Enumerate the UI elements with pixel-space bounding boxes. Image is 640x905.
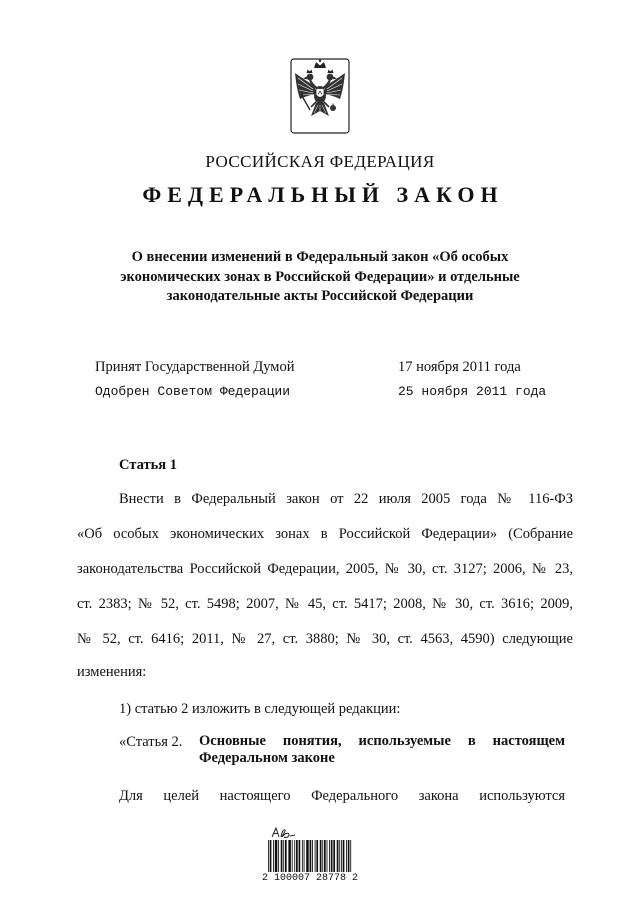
barcode-bar xyxy=(331,840,333,872)
barcode-bar xyxy=(273,840,274,872)
barcode-bar xyxy=(294,840,295,872)
barcode-bar xyxy=(337,840,339,872)
barcode-number: 2 100007 28778 2 xyxy=(261,873,358,884)
barcode-bar xyxy=(329,840,330,872)
barcode-bar xyxy=(306,840,309,872)
barcode-bar xyxy=(324,840,326,872)
barcode-bar xyxy=(278,840,279,872)
paragraph-line: Для целей настоящего Федерального закона используются xyxy=(119,788,565,804)
document-type: ФЕДЕРАЛЬНЫЙ ЗАКОН xyxy=(142,182,504,207)
barcode-icon xyxy=(268,840,352,872)
barcode-bar xyxy=(315,840,316,872)
barcode-bar xyxy=(270,840,272,872)
paragraph-line: изменения: xyxy=(77,664,147,680)
barcode-bar xyxy=(283,840,284,872)
article-2-label: «Статья 2. xyxy=(119,734,183,750)
approval-council-label: Одобрен Советом Федерации xyxy=(95,384,291,399)
law-title-line: О внесении изменений в Федеральный закон «Об особых xyxy=(131,249,509,265)
adoption-duma-label: Принят Государственной Думой xyxy=(95,359,295,375)
barcode-bar xyxy=(288,840,291,872)
barcode-bar xyxy=(310,840,312,872)
list-item: 1) статью 2 изложить в следующей редакции: xyxy=(119,701,401,717)
country-name: РОССИЙСКАЯ ФЕДЕРАЦИЯ xyxy=(205,152,435,171)
barcode-bar xyxy=(302,840,303,872)
article-1-heading: Статья 1 xyxy=(119,457,177,473)
barcode-bar xyxy=(343,840,345,872)
barcode-bar xyxy=(346,840,347,872)
barcode-bar xyxy=(268,840,269,872)
barcode-bar xyxy=(275,840,278,872)
paragraph-line: законодательства Российской Федерации, 2005, № 30, ст. 3127; 2006, № 23, xyxy=(77,561,573,577)
barcode-bar xyxy=(316,840,318,872)
article-2-heading-line: Основные понятия, используемые в настоящем xyxy=(199,733,565,749)
barcode-bar xyxy=(312,840,313,872)
approval-council-date: 25 ноября 2011 года xyxy=(398,384,547,399)
adoption-duma-date: 17 ноября 2011 года xyxy=(398,359,521,375)
barcode-bar xyxy=(299,840,301,872)
barcode-bar xyxy=(333,840,335,872)
paragraph-line: «Об особых экономических зонах в Российской Федерации» (Собрание xyxy=(77,526,573,542)
law-title-line: законодательные акты Российской Федерации xyxy=(166,288,474,304)
barcode-bar xyxy=(327,840,328,872)
barcode-bar xyxy=(304,840,305,872)
paragraph-line: Внести в Федеральный закон от 22 июля 2005 года № 116-ФЗ xyxy=(119,491,573,507)
barcode-bar xyxy=(322,840,323,872)
barcode-bar xyxy=(296,840,298,872)
barcode-bar xyxy=(285,840,287,872)
coat-of-arms-icon xyxy=(288,56,352,136)
barcode-bar xyxy=(348,840,350,872)
barcode-bar xyxy=(350,840,351,872)
barcode-bar xyxy=(292,840,293,872)
law-title-line: экономических зонах в Российской Федерации» и отдельные xyxy=(120,269,520,285)
paragraph-line: № 52, ст. 6416; 2011, № 27, ст. 3880; № 30, ст. 4563, 4590) следующие xyxy=(77,631,573,647)
article-2-heading-line: Федеральном законе xyxy=(199,750,335,766)
paragraph-line: ст. 2383; № 52, ст. 5498; 2007, № 45, ст. 5417; 2008, № 30, ст. 3616; 2009, xyxy=(77,596,573,612)
barcode-bar xyxy=(281,840,283,872)
barcode-bar xyxy=(320,840,322,872)
barcode-bar xyxy=(341,840,342,872)
barcode-bar xyxy=(339,840,340,872)
handwritten-mark xyxy=(270,826,296,839)
